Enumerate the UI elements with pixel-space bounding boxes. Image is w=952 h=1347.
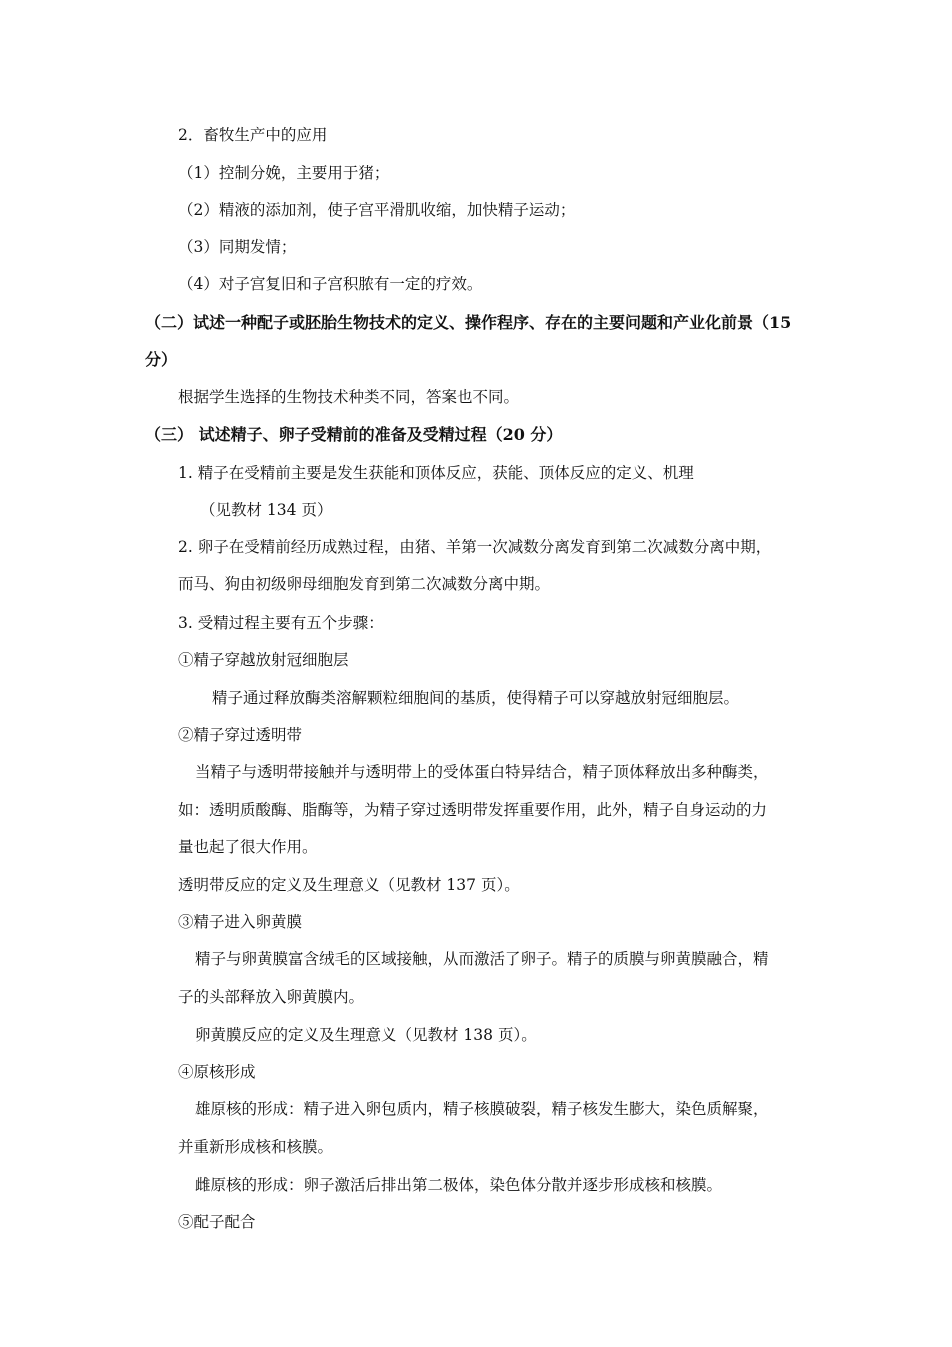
answer-paragraph: 3. 受精过程主要有五个步骤： (178, 614, 384, 632)
answer-paragraph: 1. 精子在受精前主要是发生获能和顶体反应，获能、顶体反应的定义、机理 (178, 464, 694, 482)
step-text: 并重新形成核和核膜。 (178, 1138, 334, 1156)
step-text: 子的头部释放入卵黄膜内。 (178, 988, 365, 1006)
subsection-heading: 2．畜牧生产中的应用 (178, 126, 328, 144)
step-heading: ①精子穿越放射冠细胞层 (178, 651, 349, 669)
step-text: 精子与卵黄膜富含绒毛的区域接触，从而激活了卵子。精子的质膜与卵黄膜融合，精 (195, 950, 769, 968)
answer-paragraph: 而马、狗由初级卵母细胞发育到第二次减数分离中期。 (178, 575, 551, 593)
answer-paragraph: 2. 卵子在受精前经历成熟过程，由猪、羊第一次减数分离发育到第二次减数分离中期， (178, 538, 772, 556)
step-text: 雌原核的形成：卵子激活后排出第二极体，染色体分散并逐步形成核和核膜。 (195, 1176, 723, 1194)
step-text: 卵黄膜反应的定义及生理意义（见教材 138 页）。 (195, 1026, 537, 1044)
list-item: （3）同期发情； (178, 238, 297, 256)
step-heading: ⑤配子配合 (178, 1213, 256, 1231)
list-item: （2）精液的添加剂，使子宫平滑肌收缩，加快精子运动； (178, 201, 576, 219)
answer-paragraph: （见教材 134 页） (200, 501, 333, 519)
list-item: （4）对子宫复旧和子宫积脓有一定的疗效。 (178, 275, 483, 293)
step-text: 雄原核的形成：精子进入卵包质内，精子核膜破裂，精子核发生膨大，染色质解聚， (195, 1100, 769, 1118)
step-text: 当精子与透明带接触并与透明带上的受体蛋白特异结合，精子顶体释放出多种酶类， (195, 763, 769, 781)
question-heading-continued: 分） (145, 350, 178, 369)
step-heading: ③精子进入卵黄膜 (178, 913, 303, 931)
question-heading: （二）试述一种配子或胚胎生物技术的定义、操作程序、存在的主要问题和产业化前景（15 (145, 313, 792, 332)
step-text: 精子通过释放酶类溶解颗粒细胞间的基质，使得精子可以穿越放射冠细胞层。 (212, 689, 740, 707)
step-heading: ②精子穿过透明带 (178, 726, 303, 744)
answer-paragraph: 根据学生选择的生物技术种类不同，答案也不同。 (178, 388, 520, 406)
step-text: 量也起了很大作用。 (178, 838, 318, 856)
step-text: 透明带反应的定义及生理意义（见教材 137 页）。 (178, 876, 520, 894)
list-item: （1）控制分娩，主要用于猪； (178, 164, 390, 182)
step-heading: ④原核形成 (178, 1063, 256, 1081)
step-text: 如：透明质酸酶、脂酶等，为精子穿过透明带发挥重要作用，此外，精子自身运动的力 (178, 801, 768, 819)
question-heading: （三） 试述精子、卵子受精前的准备及受精过程（20 分） (145, 425, 563, 444)
